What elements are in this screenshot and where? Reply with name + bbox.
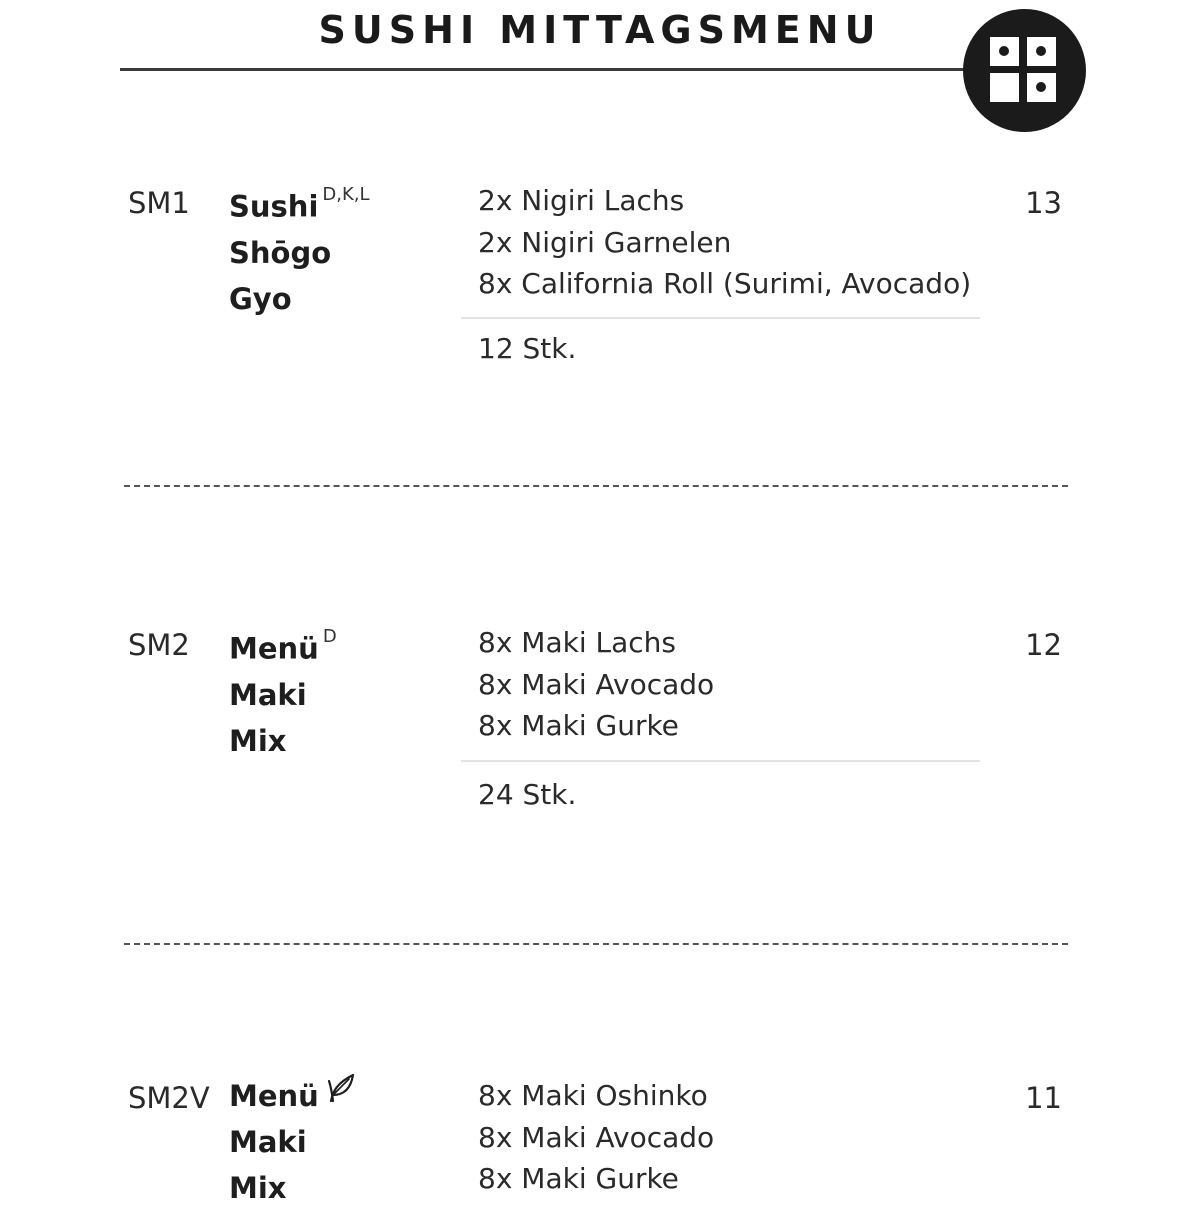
logo-square-bottom-right: [1027, 73, 1056, 102]
item-name-line: Shōgo: [229, 235, 332, 270]
header-divider: [120, 68, 980, 71]
item-price: 12: [1025, 628, 1062, 662]
item-name-line: Maki: [229, 677, 307, 712]
content-line: 8x Maki Lachs: [478, 626, 676, 659]
section-divider: [124, 485, 1068, 487]
leaf-icon: [325, 1070, 357, 1116]
content-line: 8x Maki Gurke: [478, 709, 679, 742]
item-name-line: Gyo: [229, 281, 292, 316]
item-name: [229, 620, 337, 764]
logo-square-top-right: [1027, 37, 1056, 66]
contents-divider: [461, 760, 980, 762]
logo: [963, 9, 1086, 132]
content-line: 8x Maki Gurke: [478, 1162, 679, 1195]
item-name-line: Menü: [229, 631, 319, 666]
item-code: SM1: [128, 186, 190, 220]
content-line: 8x Maki Avocado: [478, 667, 715, 701]
logo-square-top-left: [990, 37, 1019, 66]
allergen-codes: D,K,L: [322, 184, 370, 205]
item-name-line: Sushi: [229, 189, 319, 224]
item-contents: [478, 622, 714, 747]
content-line: 2x Nigiri Lachs: [478, 184, 685, 217]
item-name-line: Menü: [229, 1079, 319, 1113]
content-line: 8x Maki Avocado: [478, 1120, 715, 1154]
page-title: SUSHI MITTAGSMENU: [318, 8, 882, 52]
content-line: 8x California Roll (Surimi, Avocado): [478, 267, 972, 300]
logo-square-bottom-left: [990, 73, 1019, 102]
item-name-line: Maki: [229, 1125, 307, 1159]
content-line: 8x Maki Oshinko: [478, 1079, 708, 1112]
item-code: SM2: [128, 628, 190, 662]
content-line: 2x Nigiri Garnelen: [478, 225, 732, 259]
contents-divider: [461, 317, 980, 319]
item-price: 11: [1025, 1081, 1062, 1115]
item-name: [229, 1073, 357, 1211]
piece-count: 12 Stk.: [478, 332, 577, 365]
item-name-line: Mix: [229, 723, 287, 758]
item-name: [229, 178, 370, 322]
piece-count: 24 Stk.: [478, 778, 577, 811]
item-contents: [478, 1075, 714, 1200]
allergen-codes: D: [322, 626, 337, 647]
item-price: 13: [1025, 186, 1062, 220]
item-code: SM2V: [128, 1081, 210, 1115]
section-divider: [124, 943, 1068, 945]
item-name-line: Mix: [229, 1171, 287, 1205]
item-contents: [478, 180, 971, 305]
